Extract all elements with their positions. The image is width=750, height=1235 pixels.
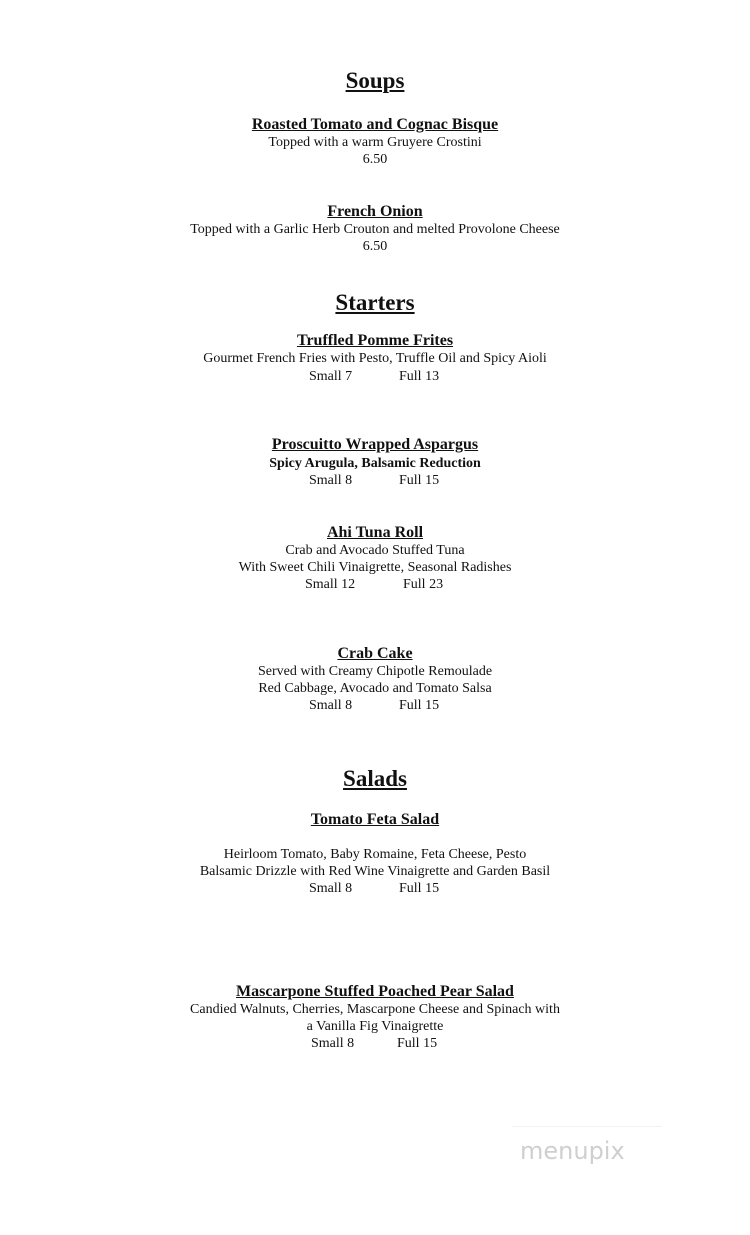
price-full: Full 15 (397, 1036, 438, 1051)
menu-item-description: Topped with a Garlic Herb Crouton and melted Provolone Cheese (190, 222, 560, 237)
price-small: Small 8 (309, 698, 353, 713)
menu-item-description: Topped with a warm Gruyere Crostini (268, 135, 482, 150)
menu-item-description: Gourmet French Fries with Pesto, Truffle Oil and Spicy Aioli (203, 351, 547, 366)
price-full: Full 13 (399, 369, 440, 384)
menu-item-name: Truffled Pomme Frites (296, 332, 454, 349)
menu-item-price: 6.50 (362, 239, 388, 254)
menu-item-name: Mascarpone Stuffed Poached Pear Salad (236, 983, 514, 1000)
watermark (512, 1126, 662, 1173)
menu-item-name: Crab Cake (337, 645, 413, 662)
menu-item-description: a Vanilla Fig Vinaigrette (306, 1019, 444, 1034)
menu-item-name: Ahi Tuna Roll (326, 524, 424, 541)
menu-item-name: Roasted Tomato and Cognac Bisque (251, 116, 499, 133)
price-full: Full 15 (399, 881, 440, 896)
menu-item-name: Proscuitto Wrapped Aspargus (271, 436, 479, 453)
price-full: Full 23 (403, 577, 444, 592)
menu-item-name: Tomato Feta Salad (310, 811, 440, 828)
watermark-logo: menupix (520, 1137, 625, 1165)
menu-item-description: Red Cabbage, Avocado and Tomato Salsa (258, 681, 492, 696)
menu-item-description: Heirloom Tomato, Baby Romaine, Feta Cheese, Pesto (223, 847, 527, 862)
price-small: Small 8 (309, 473, 353, 488)
section-title-starters: Starters (335, 290, 415, 315)
section-title-soups: Soups (345, 68, 405, 93)
price-small: Small 12 (305, 577, 356, 592)
menu-item-description: Spicy Arugula, Balsamic Reduction (269, 456, 481, 471)
menu-item-price: 6.50 (362, 152, 388, 167)
menu-item-name: French Onion (327, 203, 423, 220)
price-small: Small 8 (309, 881, 353, 896)
menu-item-description: Candied Walnuts, Cherries, Mascarpone Cheese and Spinach with (190, 1002, 560, 1017)
menu-item-description: Balsamic Drizzle with Red Wine Vinaigrette and Garden Basil (199, 864, 551, 879)
menu-item-description: Crab and Avocado Stuffed Tuna (285, 543, 465, 558)
price-small: Small 7 (309, 369, 353, 384)
menu-item-description: With Sweet Chili Vinaigrette, Seasonal Radishes (238, 560, 512, 575)
menu-item-description: Served with Creamy Chipotle Remoulade (257, 664, 493, 679)
section-title-salads: Salads (343, 766, 407, 791)
price-full: Full 15 (399, 473, 440, 488)
price-small: Small 8 (311, 1036, 355, 1051)
price-full: Full 15 (399, 698, 440, 713)
